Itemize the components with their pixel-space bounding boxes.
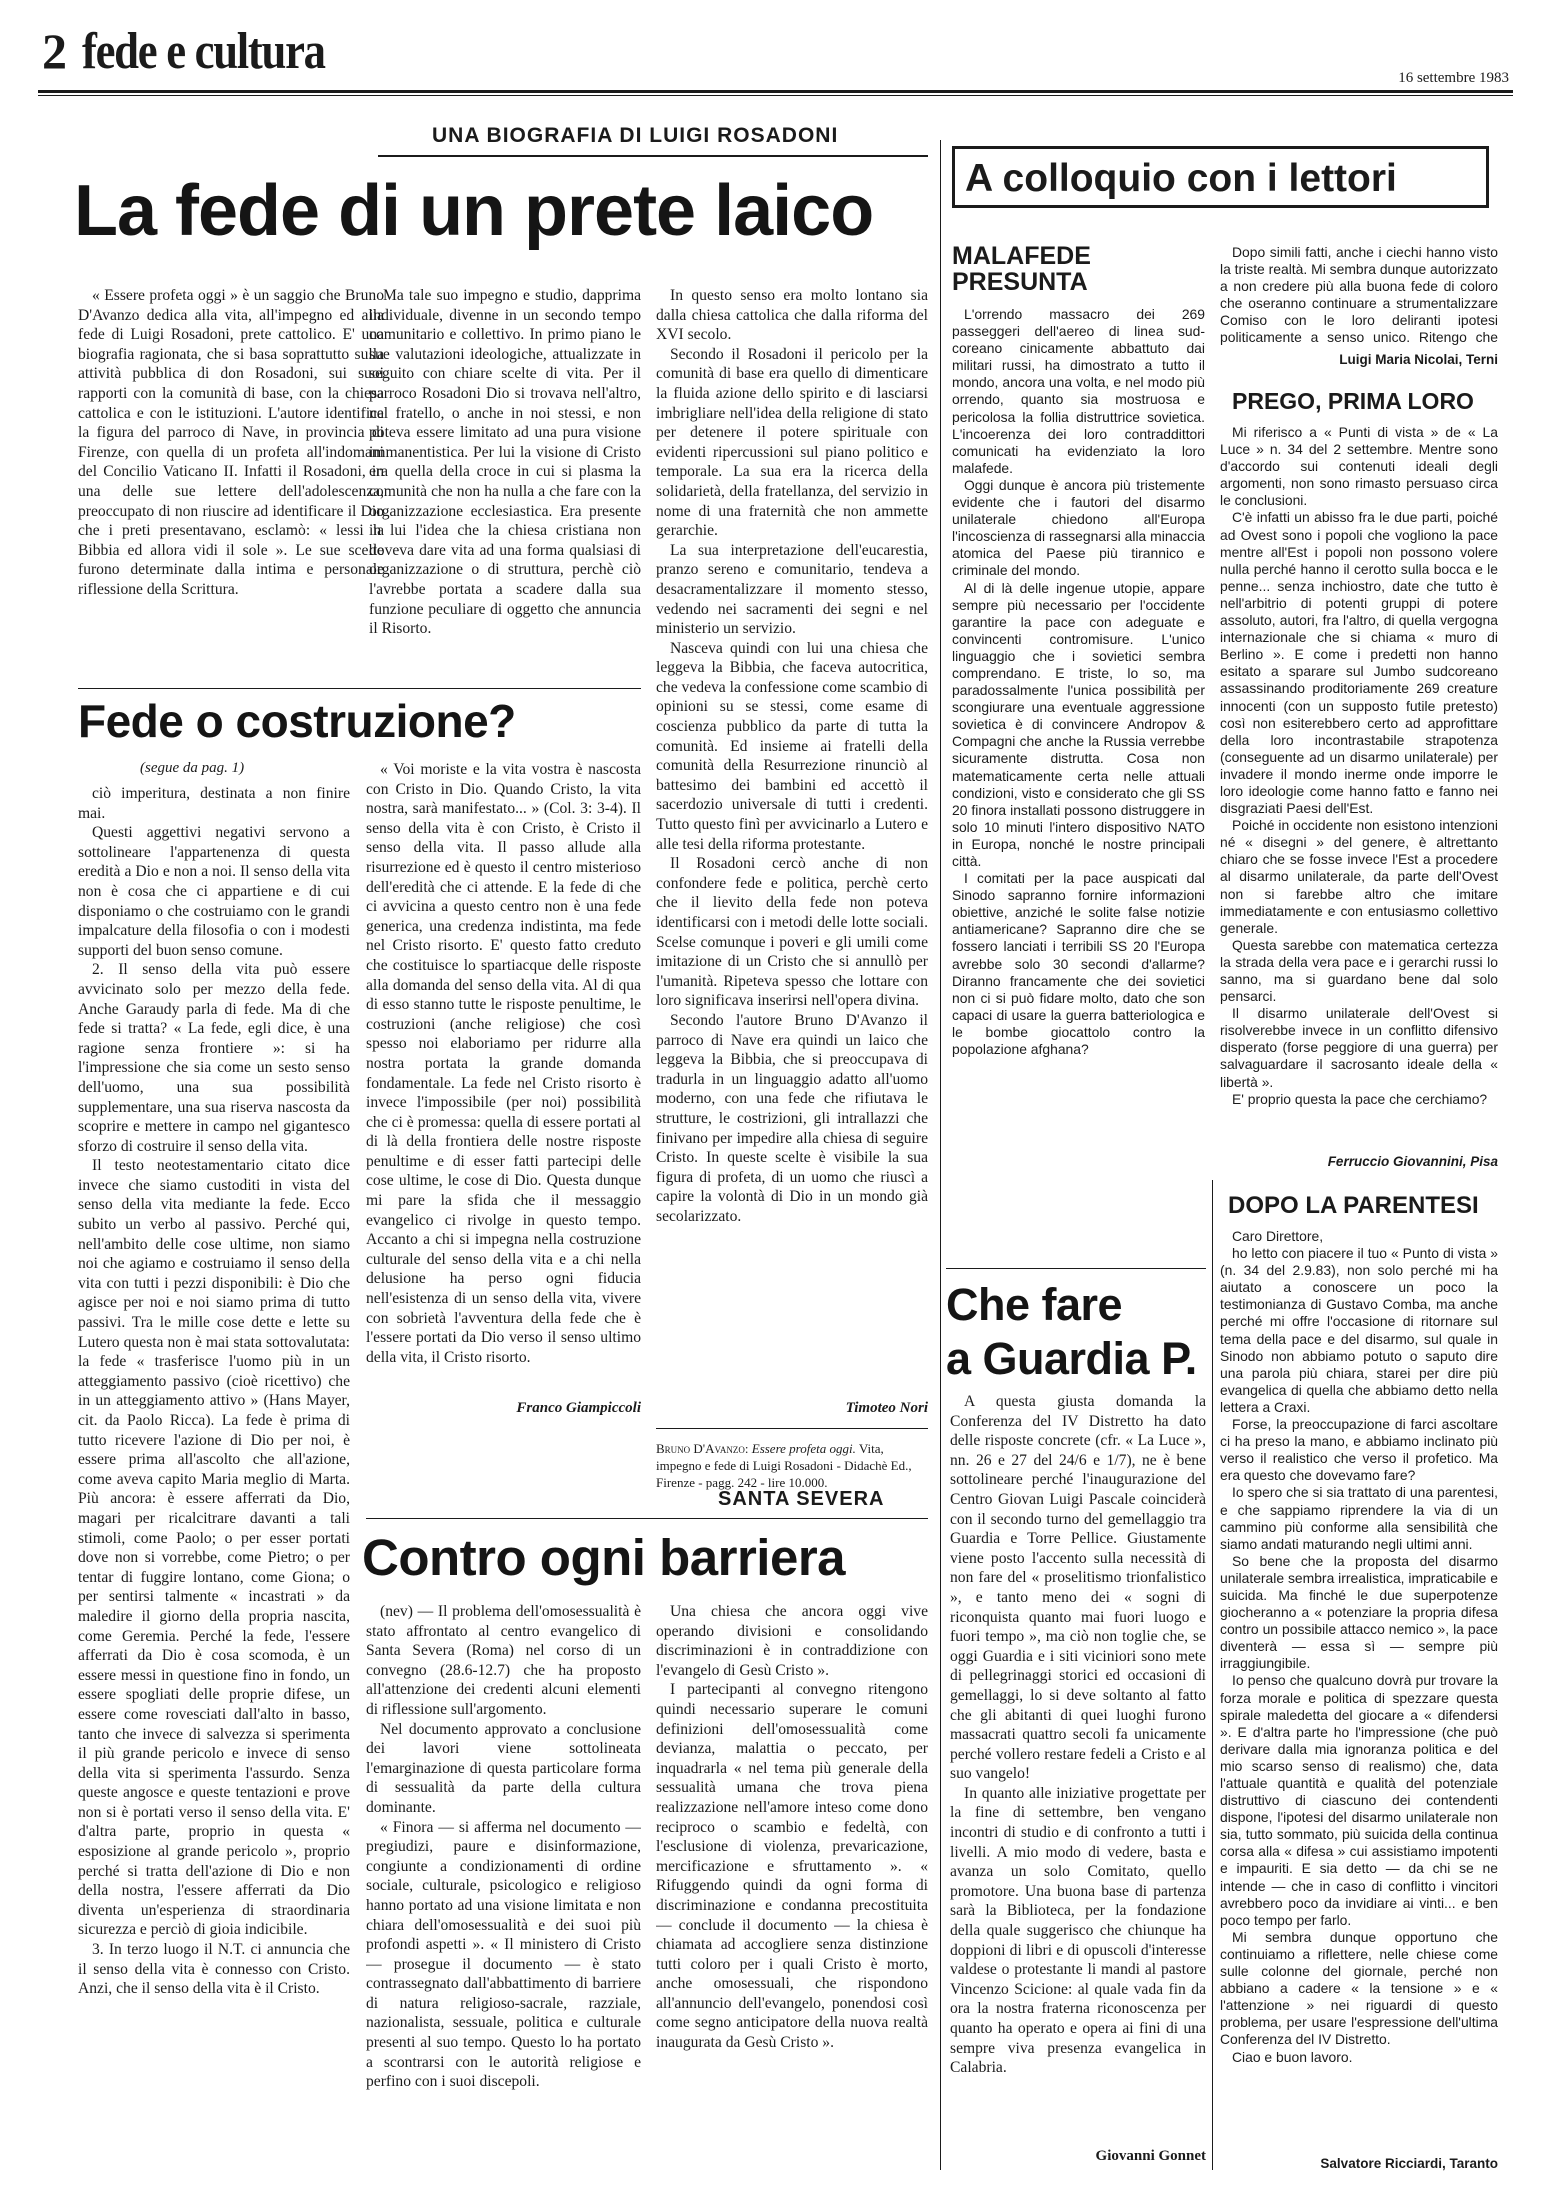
paragraph: Ma tale suo impegno e studio, dapprima individuale, divenne in un secondo tempo comunitario e collettivo. In primo piano le sue valutazioni ideologiche, attualizzate in seguito con chiare scelte di vita. Per il parroco Rosadoni Dio si trovava nell'altro, nel fratello, o anche in noi stessi, e non poteva essere limitato ad una pura visione immanentistica. Per lui la visione di Cristo era quella della croce in cui si plasma la comunità che non ha nulla a che fare con la organizzazione ecclesiastica. Era presente in lui l'idea che la chiesa cristiana non doveva dare vita ad una forma qualsiasi di organizzazione o di struttura, perchè ciò l'avrebbe portata a scadere dalla sua funzione peculiare di oggetto che annuncia il Risorto. xyxy=(369,287,641,638)
paragraph: In questo senso era molto lontano sia dalla chiesa cattolica che dalla riforma del XVI secolo. xyxy=(656,287,928,344)
article-kicker: UNA BIOGRAFIA DI LUIGI ROSADONI xyxy=(432,124,839,147)
guardia-signature: Giovanni Gonnet xyxy=(1095,2148,1206,2164)
costruzione-col-1 xyxy=(78,784,350,2182)
paragraph: « Voi moriste e la vita vostra è nascosta con Cristo in Dio. Quando Cristo, la vita nostra, sarà manifestato... » (Col. 3: 3-4). Il senso della vita è con Cristo, è Cristo il senso della vita. Il passo allude alla risurrezione ed è questo il centro misterioso dell'eredità che ci attende. E la fede di che ci avvicina a questo centro non è una fede generica, una credenza indistinta, ma fede nel Cristo risorto. E' questo fatto creduto che costituisce lo spartiacque delle risposte alla domanda del senso della vita. Al di qua di esso stanno tutte le risposte penultime, le costruzioni (anche religiose) che così spesso noi elaboriamo per ridurre alla nostra portata la grande domanda fondamentale. La fede nel Cristo risorto è invece l'impossibile (per noi) possibilità che ci è promessa: quella di essere portati al di là della frontiera delle nostre risposte penultime e di esser fatti partecipi delle cose ultime, le cose di Dio. Questa dunque mi pare la sfida che il messaggio evangelico ci rivolge in questo tempo. Accanto a chi si impegna nella costruzione culturale del senso della vita e a chi nella delusione ha perso ogni fiducia nell'esistenza di un senso della vita, vivere con sobrietà l'avventura della fede che è l'essere portati da Dio verso il senso ultimo della vita, il Cristo risorto. xyxy=(366,761,641,1366)
masthead-rule-thin xyxy=(38,95,1513,96)
masthead xyxy=(38,18,1513,94)
signature-rule xyxy=(656,1428,928,1429)
parentesi-signature: Salvatore Ricciardi, Taranto xyxy=(1320,2156,1498,2171)
paragraph: I partecipanti al convegno ritengono quindi necessario superare le comuni definizioni dell'omosessualità come devianza, malattia o peccato, per inquadrarla « nel tema più generale della sessualità umana che trova piena realizzazione nell'amore inteso come dono reciproco o scambio e fedeltà, con l'esclusione di violenza, prevaricazione, mercificazione e sfruttamento ». « Rifuggendo quindi da ogni forma di discriminazione e condanna precostituita — conclude il documento — la chiesa è chiamata ad accogliere senza distinzione tutti coloro per i quali Cristo è morto, anche omosessuali, che rispondono all'annuncio dell'evangelo, ponendosi così come segno anticipatore della nuova realtà inaugurata da Gesù Cristo ». xyxy=(656,1681,928,2052)
section-rule xyxy=(78,688,641,689)
rosadoni-col-1 xyxy=(78,286,384,686)
lettori-divider xyxy=(940,140,941,2170)
masthead-rule xyxy=(38,90,1513,93)
paragraph: Una chiesa che ancora oggi vive operando divisioni e consolidando discriminazioni è in contraddizione con l'evangelo di Gesù Cristo ». xyxy=(656,1603,928,1679)
paragraph: ho letto con piacere il tuo « Punto di vista » (n. 34 del 2.9.83), non solo perché mi ha aiutato a conoscere un poco la testimonianza di Gustavo Comba, ma anche perché mi offre l'occasione di ritornare sul tema della pace e del disarmo, sul quale in Sinodo non abbiamo potuto o saputo dire una parola più chiara, starei per dire più evangelica di quella che abbiamo detto nella lettera a Craxi. xyxy=(1220,1245,1498,1415)
issue-date: 16 settembre 1983 xyxy=(1398,70,1509,86)
paragraph: Questa sarebbe con matematica certezza la strada della vera pace e i gerarchi russi lo sanno, ma si guardano bene dal solo pensarci. xyxy=(1220,936,1498,1005)
book-ref-author: Bruno D'Avanzo: xyxy=(656,1441,749,1456)
paragraph: C'è infatti un abisso fra le due parti, poiché ad Ovest sono i popoli che vogliono la pace mentre all'Est i popoli non possono volere nulla perché hanno il cerotto sulla bocca e le penne... senza inchiostro, date che tutto è nell'arbitrio di potenti gruppi di potere assoluto, autori, fra l'altro, di quella vergogna internazionale che si chiama « muro di Berlino ». E come i predetti non hanno esitato a sparare sul Jumbo sudcoreano assassinando proditoriamente 269 creature innocenti (con un supposto futile pretesto) così non esiterebbero certo ad approfittare della loro incontrastabile strapotenza (conseguente ad un disarmo unilaterale) per invadere il mondo inerme onde imporre le loro ideologie come hanno fatto e fanno nei disgraziati Paesi dell'Est. xyxy=(1220,509,1498,817)
guardia-body xyxy=(950,1392,1206,2142)
rosadoni-col-3 xyxy=(656,286,928,1394)
article-headline: La fede di un prete laico xyxy=(74,171,874,251)
paragraph: L'orrendo massacro dei 269 passeggeri dell'aereo di linea sud-coreano cinicamente abbattuto dai militari russi, ha dimostrato a tutto il mondo, ancora una volta, e nel modo più orrendo, quanto sia mostruosa e pericolosa la follia distruttrice sovietica. L'incoerenza dei loro contraddittori comunicati ha evidenziato la loro malafede. xyxy=(952,306,1205,476)
parentesi-divider xyxy=(1212,1180,1213,2170)
paragraph: Poiché in occidente non esistono intenzioni né « disegni » del genere, è altrettanto chiaro che se fosse invece l'Est a procedere al disarmo unilaterale, da parte dell'Ovest non si farebbe altro che imitare immediatamente e con entusiasmo collettivo generale. xyxy=(1220,817,1498,936)
malafede-body-continued xyxy=(1220,244,1498,348)
paragraph: « Essere profeta oggi » è un saggio che Bruno D'Avanzo dedica alla vita, all'impegno ed alla fede di Luigi Rosadoni, prete cattolico. E' una biografia ragionata, che si basa soprattutto sulla attività pubblica di don Rosadoni, sui suoi rapporti con la comunità di base, con la chiesa cattolica e con le istituzioni. L'autore identifica la figura del parroco di Nave, in provincia di Firenze, con quella di un profeta all'indomani del Concilio Vaticano II. Infatti il Rosadoni, in una delle sue lettere dell'adolescenza, preoccupato di non riuscire ad identificare il Dio che i preti presentavano, esclamò: « lessi la Bibbia ed allora vidi il sole ». Le sue scelte furono determinate dalla intima e personale riflessione della Scrittura. xyxy=(78,287,384,598)
paragraph: I comitati per la pace auspicati dal Sinodo sapranno fornire informazioni obiettive, anziché le solite false notizie antiamericane? Sapranno dire che se fossero lanciati i terribili SS 20 l'Europa avrebbe solo 30 secondi d'allarme? Diranno francamente che dei sovietici non ci si può fidare molto, dato che son capaci di usare la guerra batteriologica e le bombe giocattolo contro la popolazione afghana? xyxy=(952,870,1205,1058)
costruzione-col-2 xyxy=(366,760,641,1394)
paragraph: Secondo l'autore Bruno D'Avanzo il parroco di Nave era quindi un laico che leggeva la Bibbia, che si preoccupava di tradurla in un linguaggio adatto all'uomo moderno, con una fede che rifiutava le strutture, le costrizioni, gli intrallazzi che finivano per impedire alla chiesa di seguire Cristo. In queste scelte è visibile la sua figura di profeta, di un uomo che riuscì a capire la volontà di Dio in un mondo già secolarizzato. xyxy=(656,1011,928,1225)
paragraph: Io spero che si sia trattato di una parentesi, e che sappiamo riprendere la via di un cammino più conforme alla sensibilità che siamo andati maturando negli ultimi anni. xyxy=(1220,1484,1498,1552)
book-reference xyxy=(656,1440,928,1491)
paragraph: Il disarmo unilaterale dell'Ovest si risolverebbe invece in un conflitto difensivo disperato (forse peggiore di una guerra) per salvaguardare il sacrosanto ideale della « libertà ». xyxy=(1220,1005,1498,1090)
malafede-title-line-1: MALAFEDE xyxy=(952,242,1091,270)
guardia-title-line-2: a Guardia P. xyxy=(946,1333,1197,1384)
paragraph: 3. In terzo luogo il N.T. ci annuncia che il senso della vita è connesso con Cristo. Anzi, che il senso della vita è il Cristo. xyxy=(78,1941,350,1998)
lettori-banner xyxy=(952,146,1489,208)
kicker-rule xyxy=(378,155,928,157)
paragraph: Nasceva quindi con lui una chiesa che leggeva la Bibbia, che faceva autocritica, che vedeva la confessione come scambio di opinioni su se stessi, come esame di coscienza pubblico da parte di tutta la comunità. Ed insieme ai fratelli della comunità della Resurrezione rinunciò al battesimo dei bambini ed accettò il sacerdozio universale di tutti i credenti. Tutto questo finì per avvicinarlo a Lutero e alle tesi della riforma protestante. xyxy=(656,639,928,853)
malafede-body xyxy=(952,306,1205,1266)
paragraph: Forse, la preoccupazione di farci ascoltare ci ha preso la mano, e abbiamo inclinato più verso il realistico che verso il profetico. Ma era questo che dovevamo fare? xyxy=(1220,1416,1498,1484)
malafede-signature: Luigi Maria Nicolai, Terni xyxy=(1339,352,1498,367)
prego-body xyxy=(1220,424,1498,1150)
paragraph: Mi sembra dunque opportuno che continuiamo a riflettere, nelle chiese come sulle colonne del giornale, perché non abbiano a cadere « la tensione » e « l'attenzione » nei riguardi di questo problema, per usare l'espressione dell'ultima Conferenza del IV Distretto. xyxy=(1220,1928,1498,2048)
parentesi-body xyxy=(1220,1228,1498,2152)
lettori-banner-title: A colloquio con i lettori xyxy=(965,157,1397,200)
paragraph: A questa giusta domanda la Conferenza del IV Distretto ha dato delle risposte concrete (cfr. « La Luce », nn. 26 e 27 del 24/6 e 1/7), ne è bene sottolineare perché l'inaugurazione del Centro Giovan Luigi Pascale coinciderà con il secondo turno del gemellaggio tra Guardia e Torre Pellice. Giustamente viene posto l'accento sulla necessità di non fare del « proselitismo trionfalistico », e tanto meno dei « sogni di riconquista quanto mai fuori luogo e fuori tempo », ma ciò non toglie che, se oggi Guardia e i siti viciniori sono mete di pellegrinaggi storici ed occasioni di gemellaggi, lo si deve soltanto al fatto che gli abitanti di quei luoghi furono massacrati quattro secoli fa unicamente perché vollero restare fedeli a Cristo e al suo vangelo! xyxy=(950,1393,1206,1783)
contro-col-1 xyxy=(366,1602,641,2186)
rosadoni-signature: Timoteo Nori xyxy=(845,1400,928,1416)
paragraph: E' proprio questa la pace che cerchiamo? xyxy=(1232,1090,1488,1107)
contro-col-2 xyxy=(656,1602,928,2186)
page-number: 2 xyxy=(42,23,67,79)
contro-headline: Contro ogni barriera xyxy=(362,1529,846,1586)
guardia-rule xyxy=(946,1268,1206,1269)
book-ref-title: Essere profeta oggi. xyxy=(751,1441,856,1456)
paragraph: So bene che la proposta del disarmo unilaterale sembra irrealistica, impraticabile e suicida. Ma finché le due superpotenze giocheranno a « potenziare la propria difesa contro un possibile attacco nemico », la pace diventerà — essa sì — sempre più irraggiungibile. xyxy=(1220,1552,1498,1672)
costruzione-headline: Fede o costruzione? xyxy=(78,695,516,747)
paragraph: Dopo simili fatti, anche i ciechi hanno visto la triste realtà. Mi sembra dunque autorizzato a non credere più alla buona fede di coloro che oseranno continuare a strumentalizzare Comiso con le loro deliranti ipotesi politicamente a senso unico. Ritengo che xyxy=(1220,244,1498,346)
prego-signature: Ferruccio Giovannini, Pisa xyxy=(1327,1154,1498,1169)
paragraph: « Finora — si afferma nel documento — pregiudizi, paure e disinformazione, congiunte a condizionamenti di ordine sociale, culturale, psicologico e religioso hanno portato ad una visione limitata e non chiara dell'omosessualità e dei suoi più profondi aspetti ». « Il ministero di Cristo — prosegue il documento — è stato contrassegnato dall'abbattimento di barriere di natura religioso-sacrale, razziale, nazionalista, sessuale, politica e culturale presenti al suo tempo. Questo lo ha portato a scontrarsi con le autorità religiose e perfino con i suoi discepoli. xyxy=(366,1818,641,2091)
section-title: fede e cultura xyxy=(82,23,325,80)
guardia-title-line-1: Che fare xyxy=(946,1279,1123,1330)
rosadoni-col-2 xyxy=(369,286,641,686)
prego-title: PREGO, PRIMA LORO xyxy=(1232,388,1474,414)
continued-note: (segue da pag. 1) xyxy=(140,760,245,776)
paragraph: 2. Il senso della vita può essere avvicinato solo per mezzo della fede. Anche Garaudy parla di fede. Ma di che fede si tratta? « La fede, egli dice, è una ragione senza frontiere »: si ha l'impressione che sia come un sesto senso dell'uomo, una sua possibilità supplementare, una sua riserva nascosta da scoprire e mettere in campo nel gigantesco sforzo di costruire il senso della vita. xyxy=(78,961,350,1155)
paragraph: Al di là delle ingenue utopie, appare sempre più necessario per l'occidente garantire la pace con adeguate e convincenti contromisure. L'unico linguaggio che i sovietici sembra comprendano. E triste, lo so, ma paradossalmente l'unica possibilità per scongiurare una eventuale aggressione sovietica è di convincere Andropov & Compagni che anche la Russia verrebbe sicuramente distrutta. Cosa non matematicamente certa nelle attuali condizioni, visto e considerato che gli SS 20 finora installati possono distruggere in solo 10 minuti l'intero dispositivo NATO in Europa, nonché le nostre principali città. xyxy=(952,579,1205,869)
paragraph: Secondo il Rosadoni il pericolo per la comunità di base era quello di dimenticare la fluida azione dello spirito e di lasciarsi imbrigliare nell'idea della religione di stato per detenere il potere spirituale con evidenti ripercussioni sul piano politico e temporale. La sua era la ricerca della solidarietà, della fratellanza, del servizio in nome di una fraternità che non ammette gerarchie. xyxy=(656,345,928,540)
paragraph: Ciao e buon lavoro. xyxy=(1232,2048,1353,2065)
paragraph: (nev) — Il problema dell'omosessualità è stato affrontato al centro evangelico di Santa Severa (Roma) nel corso di un convegno (28.6-12.7) che ha proposto all'attenzione dei credenti alcuni elementi di riflessione sull'argomento. xyxy=(366,1603,641,1718)
costruzione-signature: Franco Giampiccoli xyxy=(516,1400,641,1416)
paragraph: Nel documento approvato a conclusione dei lavori viene sottolineata l'emarginazione di questa particolare forma di sessualità da parte della cultura dominante. xyxy=(366,1720,641,1816)
paragraph: In quanto alle iniziative progettate per la fine di settembre, ben vengano incontri di studio e di confronto a tutti i livelli. A mio modo di vedere, basta e avanza un solo Comitato, quello promotore. Una buona base di partenza sarà la Biblioteca, per la fondazione della quale suggerisco che chiunque ha doppioni di libri e di opuscoli d'interesse valdese o protestante li mandi al pastore Vincenzo Scicione: al quale vada fin da ora la nostra fraterna riconoscenza per quanto ha operato e opera ai fini di una sempre viva presenza evangelica in Calabria. xyxy=(950,1784,1206,2077)
paragraph: Il testo neotestamentario citato dice invece che siamo custoditi in vista del senso della vita mediante la fede. Ecco subito un verbo al passivo. Perché qui, nell'ambito delle cose ultime, non siamo noi che agiamo e costruiamo il senso della vita con tutti i pezzi disponibili: è Dio che agisce per noi e noi siamo prima di tutto passivi. Tra le mille cose dette e lette su Lutero questa non è mai stata sottovalutata: la fede « trasferisce l'uomo più in un atteggiamento passivo (cioè ricettivo) che in un atteggiamento attivo » (Hans Mayer, cit. da Paolo Ricca). La fede è prima di tutto ricevere l'azione di Dio per noi, è essere prima all'ascolto che all'azione, come aveva capito Maria meglio di Marta. Più ancora: è essere afferrati da Dio, magari per ricalcitrare davanti a tali stimoli, come Paolo; o per esser portati dove non si vorrebbe, come Pietro; o per tentar di fuggire lontano, come Giona; o per sentirsi talmente « incastrati » da maledire il giorno della propria nascita, come Geremia. Perché la fede, l'essere afferrati da Dio è cosa scomoda, è un essere messi in questione fino in fondo, un essere spogliati delle proprie difese, un essere come rovesciati dall'alto in basso, tanto che invece di salvezza si sperimenta il più grande pericolo e invece di senso della vita si sperimenta l'assurdo. Senza queste angosce e queste tentazioni e prove non si è portati verso il senso della vita. E' d'altra parte, proprio in questa « esposizione al grande pericolo », proprio perché si tratta dell'azione di Dio e non della nostra, l'essere afferrati da Dio diventa un'esperienza di straordinaria sicurezza e perciò di gioia indicibile. xyxy=(78,1157,350,1939)
paragraph: Caro Direttore, xyxy=(1232,1228,1324,1244)
contro-kicker-rule xyxy=(366,1518,928,1519)
paragraph: Mi riferisco a « Punti di vista » de « La Luce » n. 34 del 2 settembre. Mentre sono d'accordo sui contenuti ideali degli argomenti, non sono rimasto persuaso circa le conclusioni. xyxy=(1220,424,1498,509)
parentesi-title: DOPO LA PARENTESI xyxy=(1228,1192,1479,1219)
paragraph: Io penso che qualcuno dovrà pur trovare la forza morale e politica di spezzare questa spirale maledetta del giocare a « difendersi ». E d'altra parte ho l'impressione (che può derivare dalla mia ignoranza politica e del mio scarso senso di realismo) che, data l'attuale quantità e qualità del potenziale distruttivo di ciascuno dei contendenti dispone, l'ipotesi del disarmo unilaterale non sia, tutto sommato, più suicida della continua corsa alla « difesa » cui assistiamo impotenti e impauriti. E sia detto — da chi se ne intende — che in caso di conflitto i vincitori avrebbero poco da invidiare ai vinti... e ben poco tempo per farlo. xyxy=(1220,1672,1498,1928)
paragraph: ciò imperitura, destinata a non finire mai. xyxy=(78,785,350,822)
book-ref-details: Vita, impegno e fede di Luigi Rosadoni - Didachè Ed., Firenze - pagg. 242 - lire 10.000. xyxy=(656,1441,912,1490)
malafede-title-line-2: PRESUNTA xyxy=(952,268,1088,296)
paragraph: La sua interpretazione dell'eucarestia, pranzo sereno e comunitario, tendeva a desacramentalizzare il momento stesso, vedendo nei sacramenti dei segni e nel ministerio un servizio. xyxy=(656,541,928,638)
paragraph: Oggi dunque è ancora più tristemente evidente che i fautori del disarmo unilaterale chiedono all'Europa l'incoscienza di rassegnarsi alla minaccia atomica del Paese più tirannico e criminale del mondo. xyxy=(952,476,1205,579)
paragraph: Questi aggettivi negativi servono a sottolineare l'appartenenza di questa eredità a Dio e non a noi. Il senso della vita non è cosa che ci appartiene e di cui disponiamo o che costruiamo con le grandi impalcature della filosofia o con i modesti supporti del buon senso comune. xyxy=(78,824,350,959)
paragraph: Il Rosadoni cercò anche di non confondere fede e politica, perchè certo che il lievito della fede non poteva identificarsi con i metodi delle lotte sociali. Scelse comunque i poveri e gli umili come imitazione di un Cristo che si annullò per l'umanità. Ripeteva spesso che lottare con loro significava inserirsi nell'opera divina. xyxy=(656,855,928,1010)
contro-kicker: SANTA SEVERA xyxy=(718,1488,885,1510)
